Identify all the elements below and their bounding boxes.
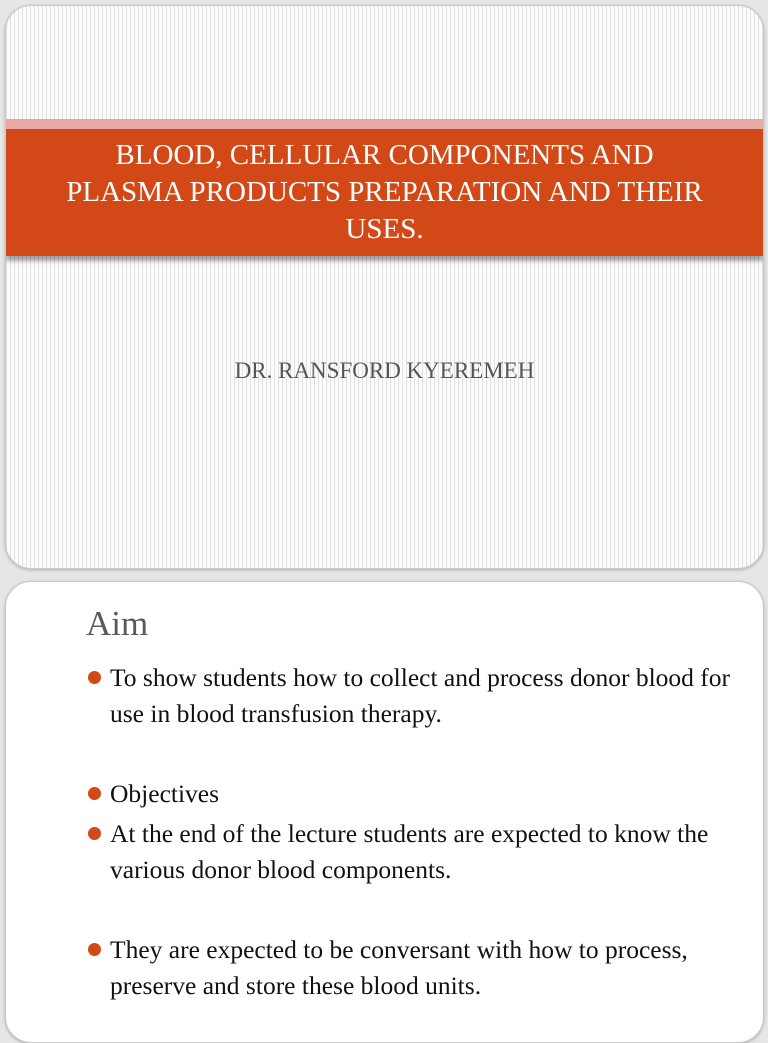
slide-heading: Aim <box>86 604 149 643</box>
title-accent-strip <box>6 119 763 129</box>
bullet-text: At the end of the lecture students are expected to know the various donor blood components. <box>110 819 709 884</box>
slide-title: BLOOD, CELLULAR COMPONENTS AND PLASMA PRODUCTS PREPARATION AND THEIR USES. <box>66 139 703 245</box>
aim-slide <box>5 581 764 1043</box>
list-item <box>88 932 748 1004</box>
list-item <box>88 776 748 812</box>
list-item <box>88 660 748 732</box>
author-name: DR. RANSFORD KYEREMEH <box>234 358 535 383</box>
bullet-text: They are expected to be conversant with how to process, preserve and store these blood units. <box>110 935 688 1000</box>
bullet-dot-icon <box>88 827 101 840</box>
bullet-text: To show students how to collect and process donor blood for use in blood transfusion therapy. <box>110 663 731 728</box>
bullet-text: Objectives <box>110 779 220 808</box>
bullet-dot-icon <box>88 787 101 800</box>
bullet-list <box>88 660 748 1004</box>
title-band <box>6 129 763 256</box>
title-slide <box>5 5 764 569</box>
bullet-dot-icon <box>88 671 101 684</box>
list-item <box>88 816 748 888</box>
bullet-dot-icon <box>88 943 101 956</box>
